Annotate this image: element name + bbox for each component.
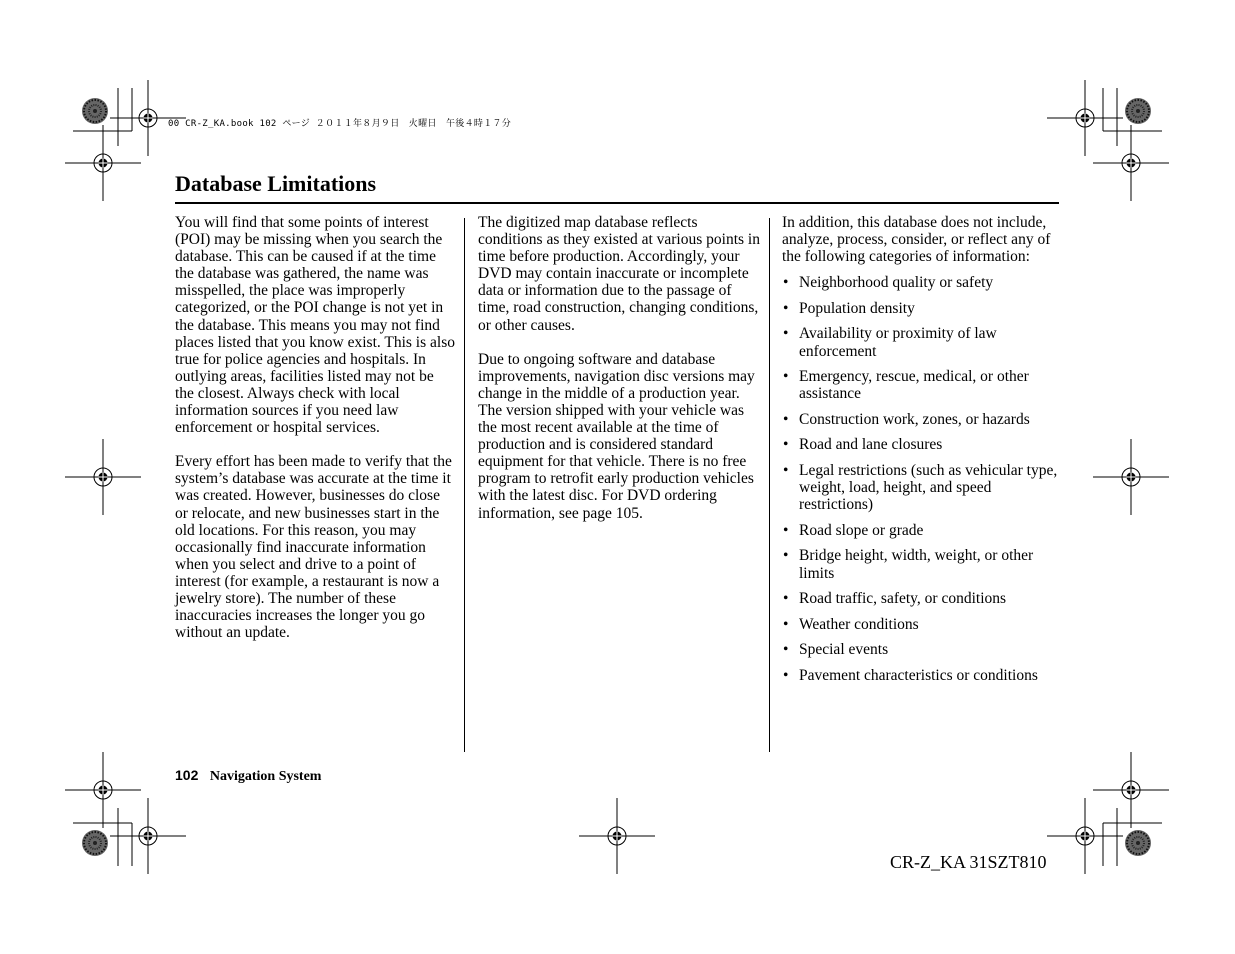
list-item bbox=[782, 368, 1064, 402]
page-title: Database Limitations bbox=[175, 171, 377, 196]
bullet-icon: • bbox=[783, 462, 789, 480]
registration-mark-icon bbox=[65, 439, 141, 515]
bullet-icon: • bbox=[783, 641, 789, 659]
column-left bbox=[175, 214, 455, 658]
registration-mark-icon bbox=[1093, 125, 1169, 201]
list-item-text: Bridge height, width, weight, or other limits bbox=[799, 547, 1034, 582]
list-item bbox=[782, 590, 1064, 607]
list-item bbox=[782, 522, 1064, 539]
paragraph: In addition, this database does not include, analyze, process, consider, or reflect any of the following categories of information: bbox=[782, 214, 1051, 266]
registration-mark-icon bbox=[1047, 80, 1123, 156]
list-item-text: Road slope or grade bbox=[799, 521, 924, 539]
list-item-text: Road traffic, safety, or conditions bbox=[799, 590, 1007, 608]
list-item bbox=[782, 300, 1064, 317]
bullet-icon: • bbox=[783, 274, 789, 292]
list-item-text: Legal restrictions (such as vehicular type, weight, load, height, and speed restrictions) bbox=[799, 462, 1058, 514]
bullet-icon: • bbox=[783, 615, 789, 633]
document-code: CR-Z_KA 31SZT810 bbox=[890, 852, 1047, 872]
registration-mark-icon bbox=[65, 752, 141, 828]
page-number: 102 bbox=[175, 767, 199, 783]
paragraph: Due to ongoing software and database improvements, navigation disc versions may change in the middle of a production year. The version shipped with your vehicle was the most recent available at the time of production and is considered standard equipment for that vehicle. There is no free program to retrofit early production vehicles with the latest disc. For DVD ordering information, see page 105. bbox=[478, 350, 755, 522]
print-header: 00 CR-Z_KA.book 102 ページ ２０１１年８月９日 火曜日 午後４時１７分 bbox=[168, 119, 512, 129]
list-item bbox=[782, 325, 1064, 359]
registration-mark-icon bbox=[110, 798, 186, 874]
list-item bbox=[782, 462, 1064, 513]
registration-mark-icon bbox=[65, 125, 141, 201]
list-item bbox=[782, 547, 1064, 581]
registration-mark-icon bbox=[1047, 798, 1123, 874]
list-item-text: Construction work, zones, or hazards bbox=[799, 410, 1030, 428]
section-name: Navigation System bbox=[209, 769, 322, 784]
list-item bbox=[782, 411, 1064, 428]
bullet-icon: • bbox=[783, 410, 789, 428]
list-item-text: Neighborhood quality or safety bbox=[799, 274, 994, 292]
bullet-icon: • bbox=[783, 521, 789, 539]
registration-star-icon bbox=[1125, 830, 1151, 856]
list-item-text: Availability or proximity of law enforcement bbox=[799, 325, 997, 360]
bullet-icon: • bbox=[783, 368, 789, 386]
column-divider bbox=[769, 218, 770, 752]
list-item-text: Pavement characteristics or conditions bbox=[799, 666, 1038, 684]
column-divider bbox=[464, 218, 465, 752]
bullet-icon: • bbox=[783, 436, 789, 454]
title-rule bbox=[175, 202, 1059, 204]
bullet-icon: • bbox=[783, 325, 789, 343]
registration-star-icon bbox=[1125, 98, 1151, 124]
list-item bbox=[782, 616, 1064, 633]
list-item-text: Weather conditions bbox=[799, 615, 919, 633]
list-item bbox=[782, 274, 1064, 291]
list-item bbox=[782, 667, 1064, 684]
list-item-text: Road and lane closures bbox=[799, 436, 943, 454]
registration-mark-icon bbox=[1093, 752, 1169, 828]
paragraph: You will find that some points of interest (POI) may be missing when you search the database. This can be caused if at the time the database was gathered, the name was misspelled, the place was improperly categorized, or the POI change is not yet in the database. This means you may not find places listed that you know exist. This is also true for police agencies and hospitals. In outlying areas, facilities listed may not be the closest. Always check with local information sources if you need law enforcement or hospital services. bbox=[175, 214, 455, 437]
page-footer bbox=[175, 767, 321, 785]
list-item bbox=[782, 641, 1064, 658]
paragraph: Every effort has been made to verify that the system’s database was accurate at the time it was created. However, businesses do close or relocate, and new businesses start in the old locations. For this reason, you may occasionally find inaccurate information when you select and drive to a point of interest (for example, a restaurant is now a jewelry store). The number of these inaccuracies increases the longer you go without an update. bbox=[175, 453, 452, 642]
bullet-list bbox=[782, 274, 1064, 684]
column-middle bbox=[478, 214, 760, 539]
list-item-text: Population density bbox=[799, 299, 915, 317]
paragraph: The digitized map database reflects conditions as they existed at various points in time before production. Accordingly, your DVD may contain inaccurate or incomplete data or information due to the passage of time, road construction, changing conditions, or other causes. bbox=[478, 214, 760, 334]
registration-star-icon bbox=[82, 830, 108, 856]
bullet-icon: • bbox=[783, 666, 789, 684]
column-right bbox=[782, 214, 1064, 692]
list-item bbox=[782, 436, 1064, 453]
registration-mark-icon bbox=[1093, 439, 1169, 515]
registration-mark-icon bbox=[579, 798, 655, 874]
list-item-text: Emergency, rescue, medical, or other assistance bbox=[799, 368, 1029, 403]
bullet-icon: • bbox=[783, 547, 789, 565]
bullet-icon: • bbox=[783, 590, 789, 608]
bullet-icon: • bbox=[783, 299, 789, 317]
list-item-text: Special events bbox=[799, 641, 889, 659]
registration-star-icon bbox=[82, 98, 108, 124]
